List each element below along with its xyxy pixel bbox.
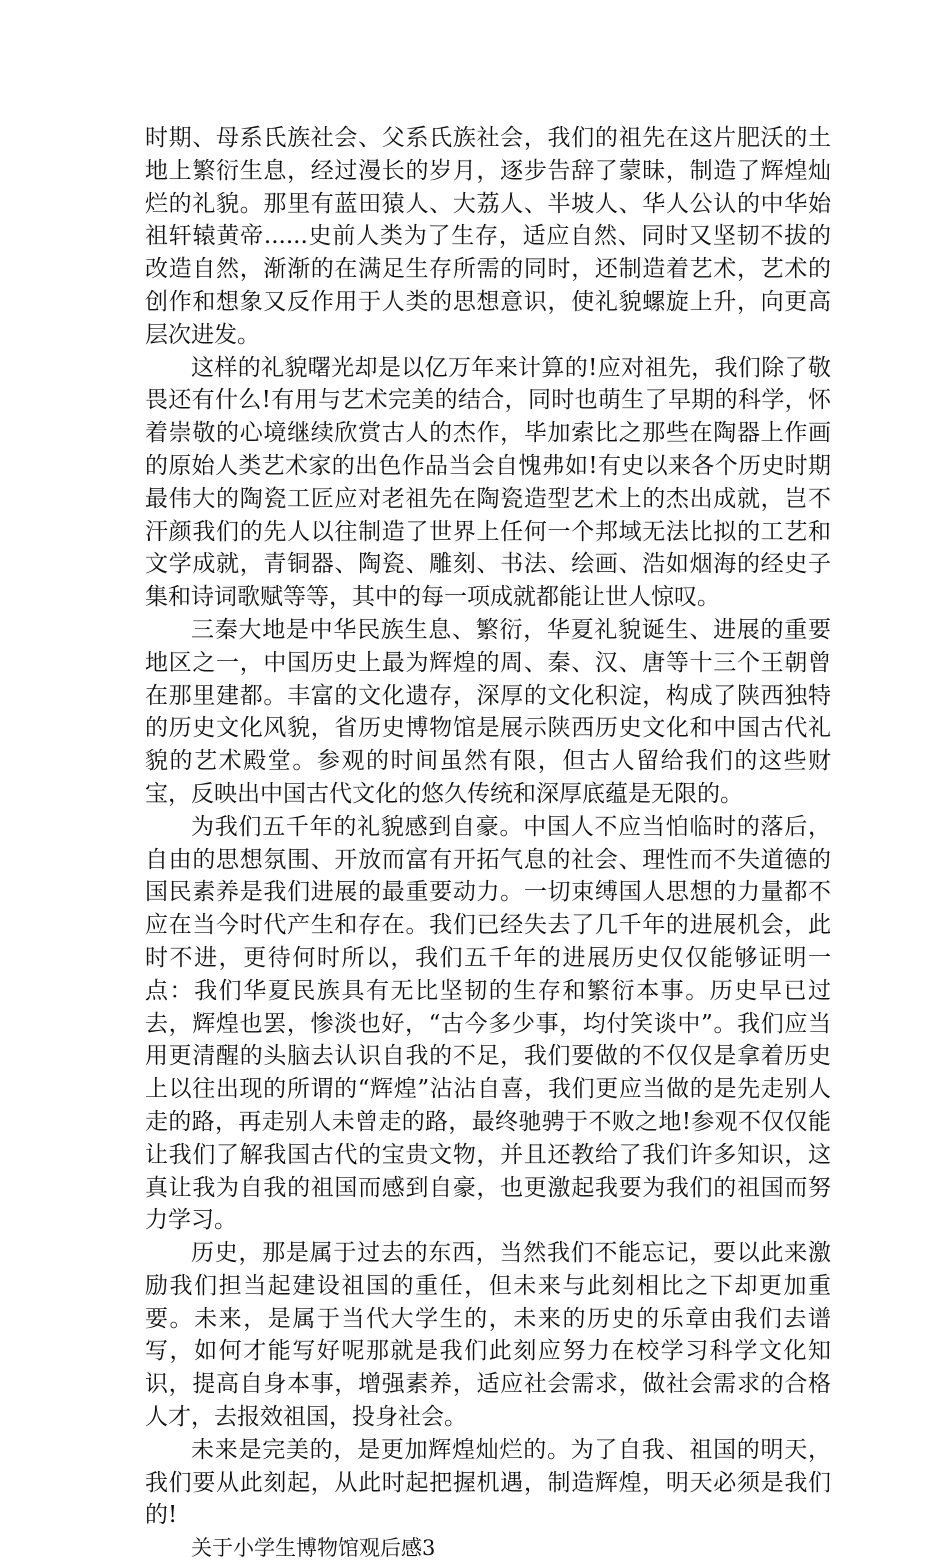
document-page (145, 122, 831, 1565)
next-section-heading: 关于小学生博物馆观后感3 (191, 1536, 436, 1561)
paragraph-5: 历史，那是属于过去的东西，当然我们不能忘记，要以此来激励我们担当起建设祖国的重任，但未来与此刻相比之下却更加重要。未来，是属于当代大学生的，未来的历史的乐章由我们去谱写，如何才能写好呢那就是我们此刻应努力在校学习科学文化知识，提高自身本事，增强素养，适应社会需求，做社会需求的合格人才，去报效祖国，投身社会。 (145, 1240, 831, 1431)
paragraph-6: 未来是完美的，是更加辉煌灿烂的。为了自我、祖国的明天，我们要从此刻起，从此时起把握机遇，制造辉煌，明天必须是我们的! (145, 1436, 831, 1529)
paragraph-3: 三秦大地是中华民族生息、繁衍，华夏礼貌诞生、进展的重要地区之一，中国历史上最为辉煌的周、秦、汉、唐等十三个王朝曾在那里建都。丰富的文化遗存，深厚的文化积淀，构成了陕西独特的历史文化风貌，省历史博物馆是展示陕西历史文化和中国古代礼貌的艺术殿堂。参观的时间虽然有限，但古人留给我们的这些财宝，反映出中国古代文化的悠久传统和深厚底蕴是无限的。 (145, 616, 831, 807)
paragraph-2: 这样的礼貌曙光却是以亿万年来计算的!应对祖先，我们除了敬畏还有什么!有用与艺术完美的结合，同时也萌生了早期的科学，怀着崇敬的心境继续欣赏古人的杰作，毕加索比之那些在陶器上作画的原始人类艺术家的出色作品当会自愧弗如!有史以来各个历史时期最伟大的陶瓷工匠应对老祖先在陶瓷造型艺术上的杰出成就，岂不汗颜我们的先人以往制造了世界上任何一个邦域无法比拟的工艺和文学成就，青铜器、陶瓷、雕刻、书法、绘画、浩如烟海的经史子集和诗词歌赋等等，其中的每一项成就都能让世人惊叹。 (145, 354, 831, 611)
paragraph-4: 为我们五千年的礼貌感到自豪。中国人不应当怕临时的落后，自由的思想氛围、开放而富有开拓气息的社会、理性而不失道德的国民素养是我们进展的最重要动力。一切束缚国人思想的力量都不应在当今时代产生和存在。我们已经失去了几千年的进展机会，此时不进，更待何时所以，我们五千年的进展历史仅仅能够证明一点：我们华夏民族具有无比坚韧的生存和繁衍本事。历史早已过去，辉煌也罢，惨淡也好，“古今多少事，均付笑谈中”。我们应当用更清醒的头脑去认识自我的不足，我们要做的不仅仅是拿着历史上以往出现的所谓的“辉煌”沾沾自喜，我们更应当做的是先走别人走的路，再走别人未曾走的路，最终驰骋于不败之地!参观不仅仅能让我们了解我国古代的宝贵文物，并且还教给了我们许多知识，这真让我为自我的祖国而感到自豪，也更激起我要为我们的祖国而努力学习。 (145, 813, 831, 1234)
paragraph-1: 时期、母系氏族社会、父系氏族社会，我们的祖先在这片肥沃的土地上繁衍生息，经过漫长的岁月，逐步告辞了蒙昧，制造了辉煌灿烂的礼貌。那里有蓝田猿人、大荔人、半坡人、华人公认的中华始祖轩辕黄帝......史前人类为了生存，适应自然、同时又坚韧不拔的改造自然，渐渐的在满足生存所需的同时，还制造着艺术，艺术的创作和想象又反作用于人类的思想意识，使礼貌螺旋上升，向更高层次进发。 (145, 125, 831, 348)
